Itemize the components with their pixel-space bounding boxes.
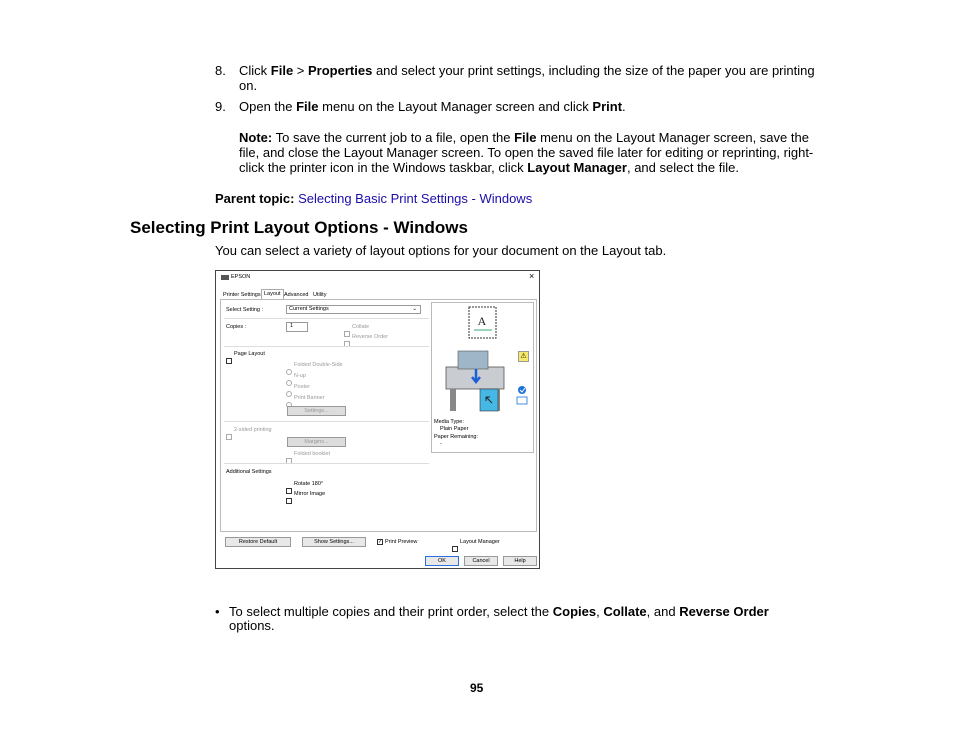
copies-value: 1: [290, 323, 294, 329]
ui-term: Layout Manager: [527, 160, 627, 175]
text-run: To select multiple copies and their print order, select the: [229, 604, 553, 619]
select-setting-dropdown[interactable]: [286, 305, 421, 314]
ui-term: Reverse Order: [679, 604, 769, 619]
close-icon[interactable]: ×: [529, 271, 535, 281]
text-run: menu on the Layout Manager screen, save the: [536, 130, 809, 145]
print-preview-label: Print Preview: [385, 539, 418, 545]
ui-term: File: [296, 99, 319, 114]
printer-illustration-icon: [438, 349, 518, 417]
restore-default-button[interactable]: Restore Default: [225, 537, 291, 547]
media-type-label: Media Type:: [434, 419, 464, 425]
rotate-label: Rotate 180°: [294, 481, 324, 487]
text-run: To save the current job to a file, open the: [272, 130, 515, 145]
print-preview-checkbox[interactable]: ✓: [378, 539, 383, 545]
poster-label: Poster: [294, 384, 310, 390]
bullet-text-line2: options.: [229, 618, 275, 633]
text-run: , and select the file.: [626, 160, 739, 175]
layout-manager-label: Layout Manager: [460, 539, 500, 545]
ui-term: Copies: [552, 604, 597, 619]
text-run: , and: [646, 604, 680, 619]
step-8-text: [239, 63, 839, 78]
divider: [224, 346, 429, 347]
folded-booklet-label: Folded booklet: [294, 451, 331, 457]
ui-term: Collate: [603, 604, 647, 619]
print-banner-label: Print Banner: [294, 395, 325, 401]
page-number: 95: [470, 681, 484, 695]
step-number: 9.: [215, 99, 226, 114]
step-number: 8.: [215, 63, 226, 78]
folded-double-side-label: Folded Double-Side: [294, 362, 343, 368]
text-run: ,: [596, 604, 604, 619]
text-run: Click: [239, 63, 271, 78]
settings-button[interactable]: Settings...: [287, 406, 346, 416]
page-layout-label: Page Layout: [234, 351, 265, 357]
show-settings-button[interactable]: Show Settings...: [302, 537, 366, 547]
paper-remaining-label: Paper Remaining:: [434, 434, 479, 440]
ui-term: Print: [592, 99, 623, 114]
bullet-mark: •: [215, 604, 220, 619]
text-run: >: [293, 63, 309, 78]
mirror-image-checkbox[interactable]: [286, 498, 292, 504]
text-run: and select your print settings, including the size of the paper you are printing: [372, 63, 815, 78]
dialog-title: EPSON: [231, 274, 251, 280]
help-button[interactable]: Help: [503, 556, 537, 566]
tab-utility[interactable]: Utility: [313, 292, 327, 298]
cancel-button[interactable]: Cancel: [464, 556, 498, 566]
select-setting-label: Select Setting :: [226, 307, 263, 313]
parent-topic-link[interactable]: Selecting Basic Print Settings - Windows: [298, 191, 533, 206]
margins-button[interactable]: Margins...: [287, 437, 346, 447]
two-sided-checkbox[interactable]: [226, 434, 232, 440]
text-run: .: [622, 99, 626, 114]
n-up-label: N-up: [294, 373, 306, 379]
text-run: click the printer icon in the Windows taskbar, click: [239, 160, 528, 175]
svg-text:A: A: [477, 314, 487, 328]
reverse-order-label: Reverse Order: [352, 334, 389, 340]
tab-layout[interactable]: Layout: [261, 289, 284, 299]
mirror-image-label: Mirror Image: [294, 491, 326, 497]
section-title: Selecting Print Layout Options - Windows: [130, 218, 468, 237]
ok-button[interactable]: OK: [425, 556, 459, 566]
divider: [224, 421, 429, 422]
ui-term: File: [270, 63, 294, 78]
two-sided-label: 2-sided printing: [234, 427, 272, 433]
copies-stepper[interactable]: [286, 322, 308, 332]
page-layout-checkbox[interactable]: [226, 358, 232, 364]
printer-icon: [221, 275, 229, 280]
status-check-icon: [516, 384, 530, 408]
chevron-down-icon: ⌄: [412, 306, 417, 312]
parent-topic: [215, 191, 532, 206]
epson-dialog-screenshot: [215, 270, 540, 569]
step-9-text: [239, 99, 839, 114]
ui-term: Properties: [308, 63, 373, 78]
intro-text: You can select a variety of layout options for your document on the Layout tab.: [215, 243, 667, 258]
bullet-text: [229, 604, 829, 619]
select-setting-value: Current Settings: [289, 306, 329, 312]
text-run: menu on the Layout Manager screen and click: [318, 99, 593, 114]
note: [239, 130, 839, 175]
tab-advanced[interactable]: Advanced: [284, 292, 309, 298]
note-line: file, and close the Layout Manager screen. To open the saved file later for editing or reprinting, right-: [239, 145, 814, 160]
paper-preview-icon: [468, 306, 498, 340]
warning-icon[interactable]: ⚠: [518, 351, 529, 362]
paper-remaining-value: -: [440, 441, 442, 447]
text-run: Open the: [239, 99, 297, 114]
additional-settings-label: Additional Settings: [226, 469, 272, 475]
step-8-text-line2: on.: [239, 78, 258, 93]
layout-manager-checkbox[interactable]: [452, 546, 458, 552]
divider: [224, 463, 429, 464]
divider: [224, 318, 429, 319]
parent-topic-label: Parent topic:: [215, 191, 295, 206]
note-label: Note:: [239, 130, 273, 145]
media-type-value: Plain Paper: [440, 426, 469, 432]
ui-term: File: [514, 130, 537, 145]
collate-label: Collate: [352, 324, 370, 330]
copies-label: Copies :: [226, 324, 247, 330]
tab-printer-settings[interactable]: Printer Settings: [223, 292, 261, 298]
